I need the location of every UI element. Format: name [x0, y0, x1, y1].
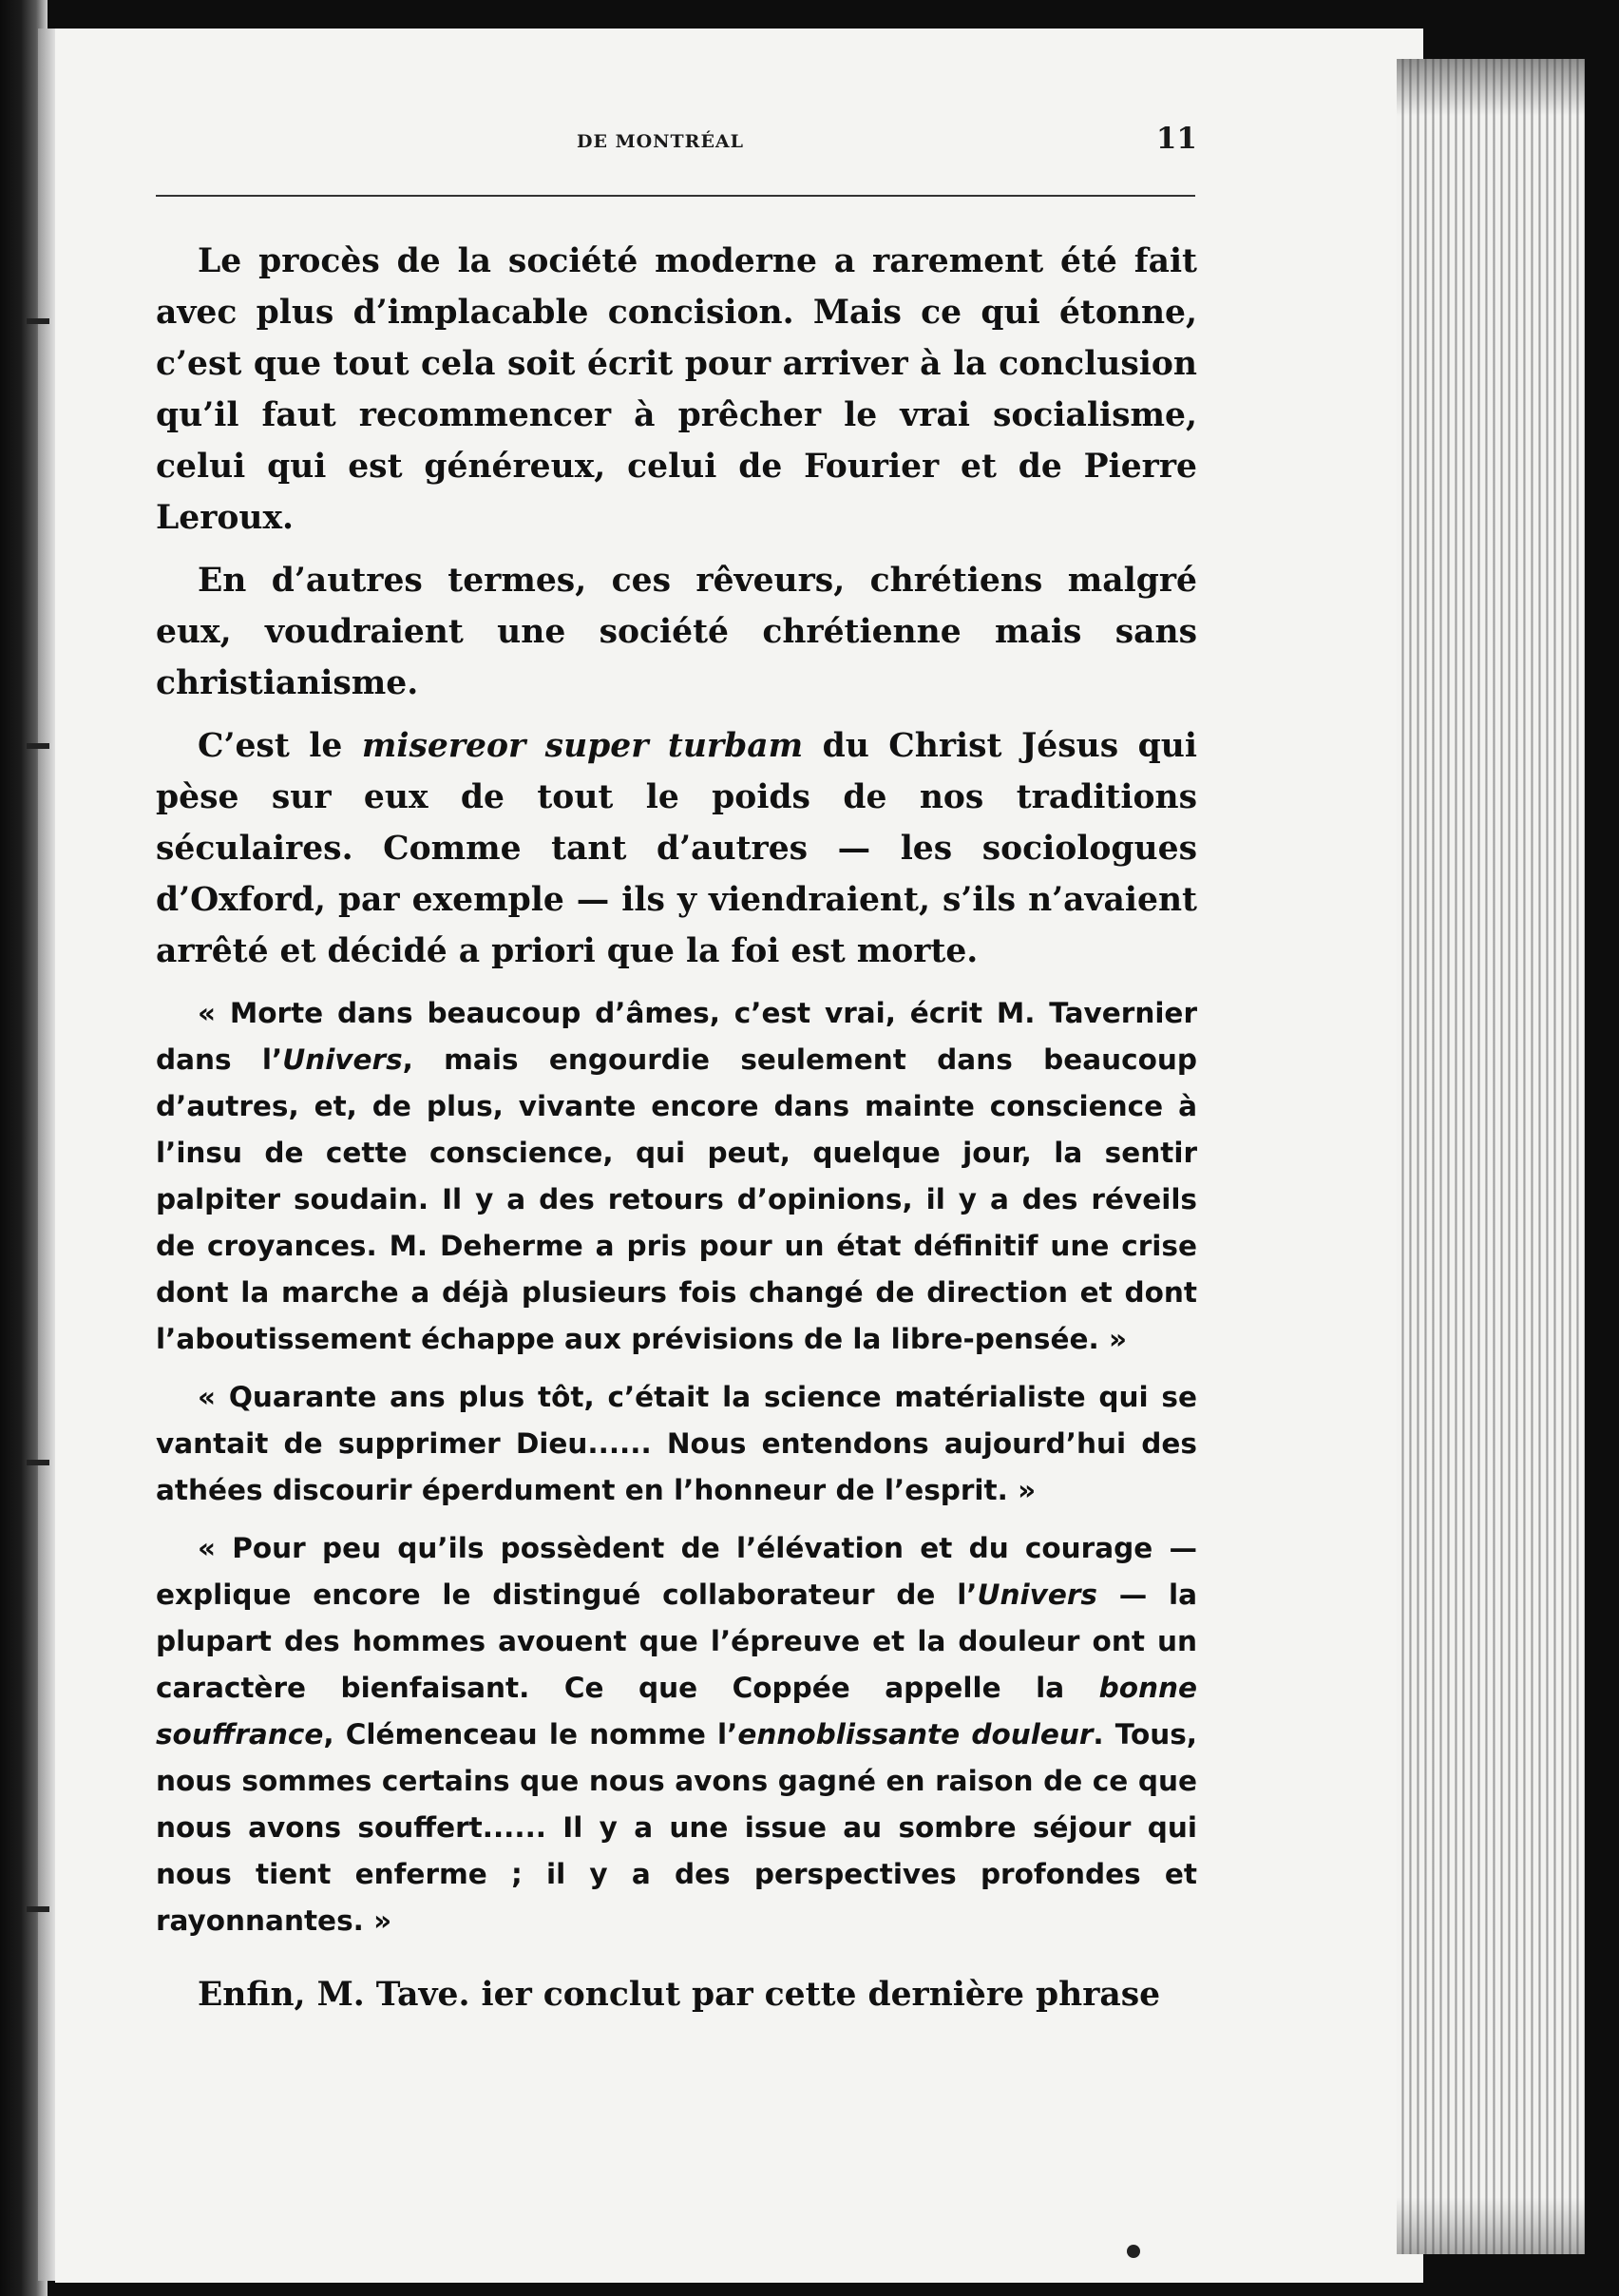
running-head — [152, 122, 1197, 160]
quote-2: « Quarante ans plus tôt, c’était la science matérialiste qui se vantait de supprimer Dieu...... Nous entendons aujourd’hui des athées discourir éperdument en l’honneur de l’esprit. » — [156, 1381, 1197, 1506]
quote-3 — [156, 1525, 1197, 1944]
ink-dot — [1127, 2245, 1140, 2258]
quote-3-text-b: — la plupart des hommes avouent que l’épreuve et la douleur ont un caractère bienfaisant. Ce que Coppée appelle la — [156, 1578, 1197, 1704]
quote-1-text-a: « Morte dans beaucoup d’âmes, c’est vrai, écrit M. Tavernier dans l’ — [156, 997, 1197, 1076]
paragraph-3-italic: misereor super turbam — [361, 727, 804, 765]
quote-3-italic-1: Univers — [977, 1578, 1097, 1611]
scanner-background — [1585, 0, 1619, 2296]
page-stack-shadow — [1397, 59, 1585, 2254]
quote-1-italic: Univers — [282, 1043, 403, 1076]
paragraph-3-text-b: du Christ Jésus qui pèse sur eux de tout le poids de nos traditions séculaires. Comme tant d’autres — les sociologues d’Oxford, par exemple — ils y viendraient, s’ils n’avaient arrêté et décidé a priori que la foi est morte. — [156, 727, 1197, 970]
quote-3-text-d: . Tous, nous sommes certains que nous avons gagné en raison de ce que nous avons souffert...... Il y a une issue au sombre séjour qui nous tient enferme ; il y a des perspectives profondes et rayonnantes. » — [156, 1718, 1198, 1937]
quote-1-text-b: , mais engourdie seulement dans beaucoup d’autres, et, de plus, vivante encore dans mainte conscience à l’insu de cette conscience, qui peut, quelque jour, la sentir palpiter soudain. Il y a des retours d’opinions, il y a des réveils de croyances. M. Deherme a pris pour un état définitif une crise dont la marche a déjà plusieurs fois changé de direction et dont l’aboutissement échappe aux prévisions de la libre-pensée. » — [156, 1043, 1197, 1355]
running-title: DE MONTRÉAL — [577, 131, 745, 152]
page-number: 11 — [1155, 122, 1197, 156]
text-column — [156, 236, 1197, 2020]
paragraph-2: En d’autres termes, ces rêveurs, chrétiens malgré eux, voudraient une société chrétienne mais sans christianisme. — [156, 562, 1197, 702]
binding-stitch — [27, 1460, 49, 1465]
quote-3-italic-2: bonne souffrance — [156, 1672, 1197, 1751]
quote-3-italic-3: ennoblissante douleur — [737, 1718, 1094, 1751]
quote-3-text-c: , Clémenceau le nomme l’ — [323, 1718, 738, 1751]
binding-stitch — [27, 318, 49, 324]
paragraph-1: Le procès de la société moderne a rarement été fait avec plus d’implacable concision. Mais ce qui étonne, c’est que tout cela soit écrit pour arriver à la conclusion qu’il faut recommencer à prêcher le vrai socialisme, celui qui est généreux, celui de Fourier et de Pierre Leroux. — [156, 242, 1197, 537]
quote-1 — [156, 990, 1197, 1363]
binding-stitch — [27, 743, 49, 749]
paragraph-3-text-a: C’est le — [198, 727, 362, 765]
paragraph-3 — [156, 720, 1197, 977]
quote-3-text-a: « Pour peu qu’ils possèdent de l’élévation et du courage — explique encore le distingué collaborateur de l’ — [156, 1532, 1197, 1611]
header-rule — [156, 195, 1195, 197]
paragraph-4: Enfin, M. Tave. ier conclut par cette dernière phrase — [198, 1976, 1161, 2014]
binding-stitch — [27, 1906, 49, 1912]
